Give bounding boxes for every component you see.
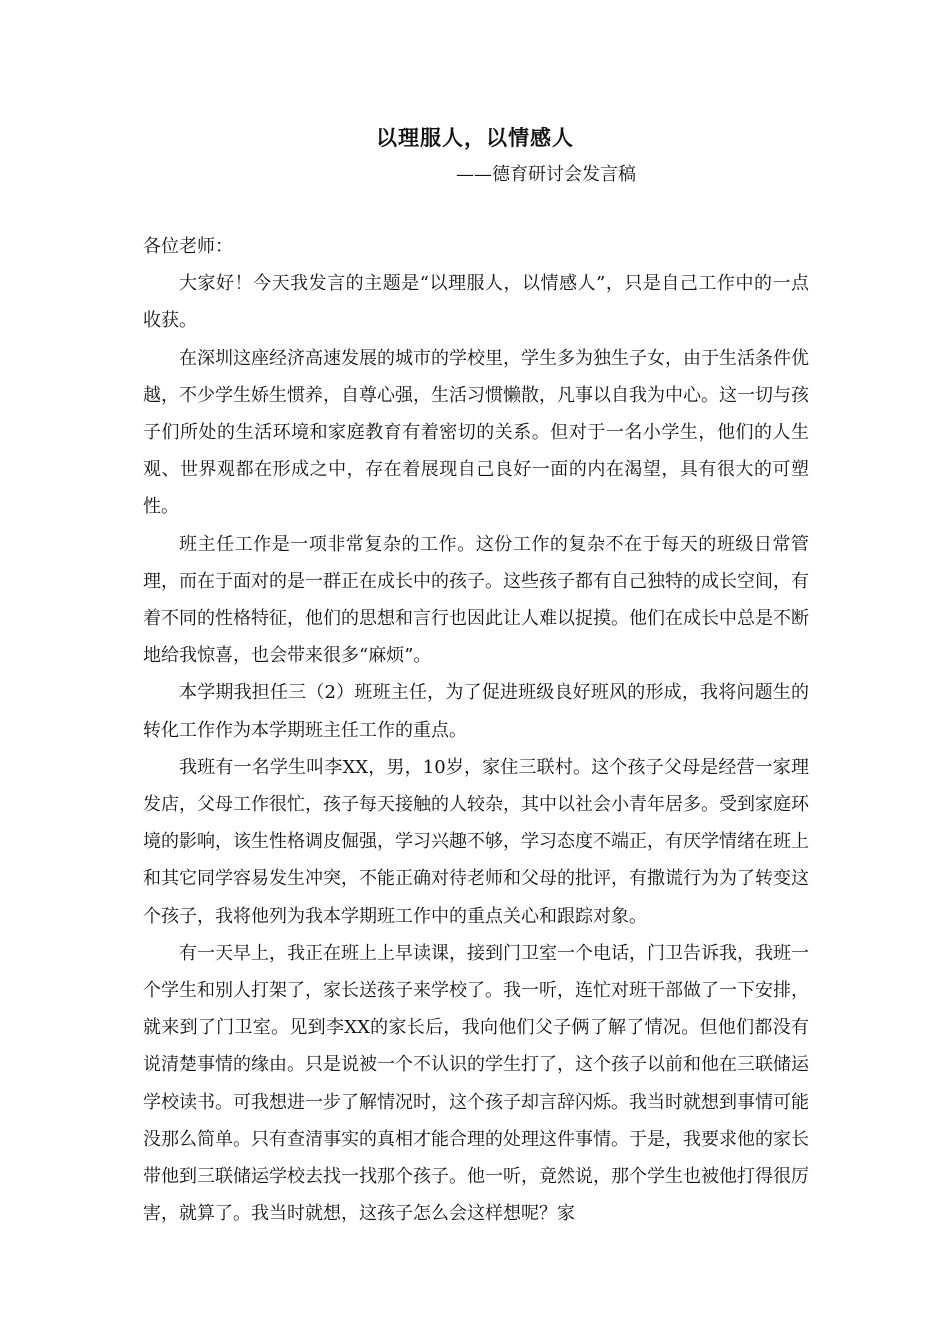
document-subtitle: ——德育研讨会发言稿 — [456, 164, 636, 185]
greeting: 各位老师： — [143, 236, 233, 257]
paragraph: 班主任工作是一项非常复杂的工作。这份工作的复杂不在于每天的班级日常管理，而在于面对的是一群正在成长中的孩子。这些孩子都有自己独特的成长空间，有着不同的性格特征，他们的思想和言行也因此让人难以捉摸。他们在成长中总是不断地给我惊喜，也会带来很多“麻烦”。 — [143, 533, 809, 667]
document-title: 以理服人，以情感人 — [376, 125, 574, 150]
paragraph: 我班有一名学生叫李XX，男，10岁，家住三联村。这个孩子父母是经营一家理发店，父母工作很忙，孩子每天接触的人较杂，其中以社会小青年居多。受到家庭环境的影响，该生性格调皮倔强，学习兴趣不够，学习态度不端正，有厌学情绪在班上和其它同学容易发生冲突，不能正确对待老师和父母的批评，有撒谎行为为了转变这个孩子，我将他列为我本学期班工作中的重点关心和跟踪对象。 — [143, 756, 809, 927]
paragraph: 有一天早上，我正在班上上早读课，接到门卫室一个电话，门卫告诉我，我班一个学生和别人打架了，家长送孩子来学校了。我一听，连忙对班干部做了一下安排，就来到了门卫室。见到李XX的家长后，我向他们父子俩了解了情况。但他们都没有说清楚事情的缘由。只是说被一个不认识的学生打了，这个孩子以前和他在三联储运学校读书。可我想进一步了解情况时，这个孩子却言辞闪烁。我当时就想到事情可能没那么简单。只有查清事实的真相才能合理的处理这件事情。于是，我要求他的家长带他到三联储运学校去找一找那个孩子。他一听，竟然说，那个学生也被他打得很厉害，就算了。我当时就想，这孩子怎么会这样想呢？家 — [143, 942, 809, 1225]
paragraph: 在深圳这座经济高速发展的城市的学校里，学生多为独生子女，由于生活条件优越，不少学生娇生惯养，自尊心强，生活习惯懒散，凡事以自我为中心。这一切与孩子们所处的生活环境和家庭教育有着密切的关系。但对于一名小学生，他们的人生观、世界观都在形成之中，存在着展现自己良好一面的内在渴望，具有很大的可塑性。 — [143, 347, 809, 518]
document-body — [143, 228, 809, 1232]
paragraph: 本学期我担任三（2）班班主任，为了促进班级良好班风的形成，我将问题生的转化工作作为本学期班主任工作的重点。 — [143, 682, 809, 741]
paragraph: 大家好！今天我发言的主题是“以理服人，以情感人”，只是自己工作中的一点收获。 — [143, 273, 809, 332]
